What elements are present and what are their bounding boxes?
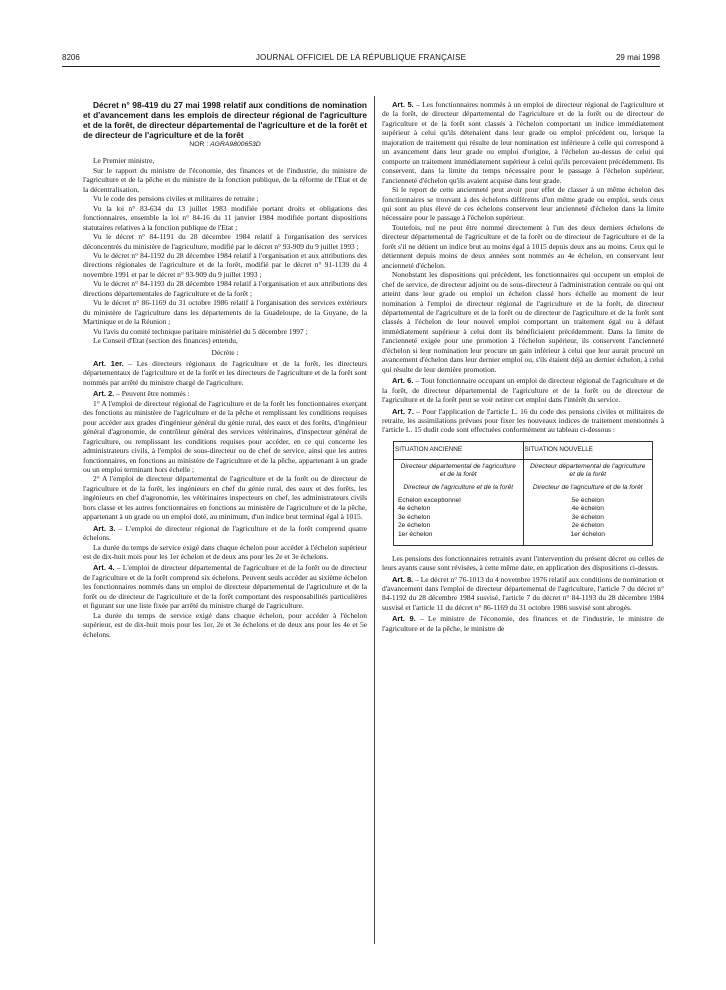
nor-label: NOR : <box>189 141 209 148</box>
article-7: Art. 7. – Pour l'application de l'article L. 16 du code des pensions civiles et militaires de retraite, les assimilations prévues pour fixer les nouveaux indices de traitement mentionnés à l'article L. 15 dudit code sont effectuées conformément au tableau ci-dessous : <box>382 406 664 435</box>
article-4-paragraph: La durée du temps de service exigé dans chaque échelon, pour accéder à l'échelon supérieur, est de dix-huit mois pour les 1er, 2e et 3e échelons et de deux ans pour les 4e et 5e échelons. <box>83 610 367 639</box>
article-label: Art. 1er. <box>93 358 124 368</box>
old-title: Directeur départemental de l'agriculture et de la forêt <box>400 462 516 479</box>
header-rule <box>62 66 660 67</box>
right-column <box>382 100 664 633</box>
new-title: Directeur départemental de l'agriculture et de la forêt <box>530 462 646 479</box>
article-2-item-1: 1° A l'emploi de directeur régional de l'agriculture et de la forêt les fonctionnaires exerçant des fonctions au ministère de l'agriculture et de la pêche et remplissant les conditions requises pour accéder aux grades d'ingénieur général du génie rural, des eaux et des forêts, d'ingénieur général d'agronomie, de contrôleur général des services vétérinaires, d'inspecteur général de l'agriculture, ou remplissant les conditions requises pour accéder, en ce qui concerne les administrateurs civils, à l'emploi de sous-directeur ou de chef de service, ainsi que les autres fonctionnaires, en fonctions au ministère de l'agriculture et de la pêche, appartenant à un grade ou un emploi terminant hors échelle ; <box>83 398 367 474</box>
article-label: Art. 3. <box>93 523 116 533</box>
visa-paragraph: Vu le décret n° 86-1169 du 31 octobre 1986 relatif à l'organisation des services extérieurs du ministère de l'agriculture dans les départements de la Guadeloupe, de la Guyane, de la Martinique et de la Réunion ; <box>83 298 367 327</box>
visa-paragraph: Vu le décret n° 84-1192 du 28 décembre 1984 relatif à l'organisation et aux attributions des directions régionales de l'agriculture et de la forêt, modifié par le décret n° 91-1139 du 4 novembre 1991 et par le décret n° 93-909 du 9 juillet 1993 ; <box>83 250 367 279</box>
article-8: Art. 8. – Le décret n° 76-1013 du 4 novembre 1976 relatif aux conditions de nomination et d'avancement dans l'emploi de directeur départemental de l'agriculture, l'article 7 du décret n° 84-1192 du 28 décembre 1984 susvisé, l'article 7 du décret n° 84-1193 du 28 décembre 1984 susvisé et l'article 11 du décret n° 86-1169 du 31 octobre 1986 susvisé sont abrogés. <box>382 574 664 612</box>
new-echelon: 2e échelon <box>571 522 604 530</box>
article-label: Art. 8. <box>392 574 414 584</box>
article-5: Art. 5. – Les fonctionnaires nommés à un emploi de directeur régional de l'agriculture et de la forêt, de directeur départemental de l'agriculture et de la forêt ou de directeur de l'agriculture et de la forêt sont classés à l'échelon comportant un indice immédiatement supérieur à celui qu'ils détenaient dans leur grade ou emploi précédent ou, lorsque la majoration de traitement qui résulte de leur nomination est inférieure à celle qui correspond à un avancement dans leur grade ou emploi d'origine, à l'échelon au-dessus de celui qui comporte un traitement immédiatement supérieur à celui qu'ils percevaient précédemment. Ils conservent, dans la limite du temps nécessaire pour le passage à l'échelon supérieur, l'ancienneté d'échelon qu'ils avaient acquise dans leur grade. <box>382 100 664 185</box>
article-3: Art. 3. – L'emploi de directeur régional de l'agriculture et de la forêt comprend quatre échelons. <box>83 523 367 543</box>
old-echelon: Echelon exceptionnel <box>398 496 461 504</box>
left-column <box>83 100 367 639</box>
decree-title: Décret n° 98-419 du 27 mai 1998 relatif aux conditions de nomination et d'avancement dans les emplois de directeur régional de l'agriculture et de la forêt, de directeur départemental de l'agriculture et de la forêt et de directeur de l'agriculture et de la forêt <box>83 100 367 140</box>
journal-title: JOURNAL OFFICIEL DE LA RÉPUBLIQUE FRANÇAISE <box>255 53 467 62</box>
article-label: Art. 2. <box>93 389 115 399</box>
nor-reference <box>83 140 367 149</box>
old-situation-cell <box>394 459 524 545</box>
new-echelon: 3e échelon <box>571 513 604 521</box>
article-3-paragraph: La durée du temps de service exigé dans chaque échelon pour accéder à l'échelon supérieur est de dix-huit mois pour les 1er échelon et de deux ans pour les 2e et 3e échelons. <box>83 542 367 562</box>
new-echelon: 1er échelon <box>570 531 605 539</box>
new-echelon: 5e échelon <box>571 496 604 504</box>
article-label: Art. 7. <box>392 406 414 416</box>
visa-paragraph: Sur le rapport du ministre de l'économie, des finances et de l'industrie, du ministre de l'agriculture et de la pêche et du ministre de la fonction publique, de la réforme de l'Etat et de la décentralisation, <box>83 165 367 194</box>
column-header: SITUATION ANCIENNE <box>394 441 524 459</box>
column-separator <box>374 96 375 944</box>
visa-paragraph: Vu le décret n° 84-1191 du 28 décembre 1984 relatif à l'organisation des services déconcentrés du ministère de l'agriculture, modifié par le décret n° 93-909 du 9 juillet 1993 ; <box>83 232 367 251</box>
visa-paragraph: Vu l'avis du comité technique paritaire ministériel du 5 décembre 1997 ; <box>93 326 308 336</box>
old-echelon: 4e échelon <box>398 505 431 513</box>
article-label: Art. 6. <box>392 376 414 386</box>
visa-paragraph: Vu le décret n° 84-1193 du 28 décembre 1984 relatif à l'organisation et aux attributions des directions départementales de l'agriculture et de la forêt ; <box>83 279 367 298</box>
article-1: Art. 1er. – Les directeurs régionaux de l'agriculture et de la forêt, les directeurs départementaux de l'agriculture et de la forêt et les directeurs de l'agriculture et de la forêt sont nommés par arrêté du ministre chargé de l'agriculture. <box>83 358 367 387</box>
article-5-paragraph: Nonobstant les dispositions qui précèdent, les fonctionnaires qui occupent un emploi de chef de service, de directeur adjoint ou de sous-directeur à l'administration centrale ou qui ont atteint dans leur grade ou emploi un échelon classé hors échelle au moment de leur nomination à l'emploi de directeur régional de l'agriculture et de la forêt, de directeur départemental de l'agriculture et de la forêt ou de directeur de l'agriculture et de la forêt sont classés à l'échelon de leur nouvel emploi comportant un traitement égal ou à défaut immédiatement supérieur à celui dont ils bénéficiaient précédemment. Dans la limite de l'ancienneté exigée pour une promotion à l'échelon supérieur, ils conservent l'ancienneté d'échelon si leur nomination leur procure un gain inférieur à celui que leur aurait procuré un avancement d'échelon dans leur dernier emploi ou, s'ils étaient déjà au dernier échelon, à celui qui résulte de leur dernière promotion. <box>382 270 664 374</box>
article-4: Art. 4. – L'emploi de directeur départemental de l'agriculture et de la forêt ou de directeur de l'agriculture et de la forêt comprend six échelons. Peuvent seuls accéder au sixième échelon les fonctionnaires nommés dans un emploi de directeur départemental de l'agriculture et de la forêt ou de directeur de l'agriculture et de la forêt comportant des responsabilités particulières et figurant sur une liste fixée par arrêté du ministre chargé de l'agriculture. <box>83 563 367 611</box>
visa-paragraph: Le Conseil d'Etat (section des finances) entendu, <box>93 336 238 346</box>
article-9: Art. 9. – Le ministre de l'économie, des finances et de l'industrie, le ministre de l'agriculture et de la pêche, le ministre de <box>382 614 664 633</box>
new-title: Directeur de l'agriculture et de la forêt <box>532 484 643 492</box>
decrete-heading: Décrète : <box>211 347 239 357</box>
article-5-paragraph: Si le report de cette ancienneté peut avoir pour effet de classer à un même échelon des fonctionnaires se trouvant à des échelons différents d'un même grade ou emploi, seuls ceux qui sont au plus élevé de ces échelons conservent leur ancienneté d'échelon dans la limite nécessaire pour le passage à l'échelon supérieur. <box>382 185 664 223</box>
new-situation-cell <box>523 459 653 545</box>
assimilation-table <box>393 441 653 546</box>
old-title: Directeur de l'agriculture et de la forêt <box>403 484 514 492</box>
old-echelon: 3e échelon <box>398 513 431 521</box>
nor-code: AGRA9800653D <box>210 141 261 148</box>
article-label: Art. 5. <box>392 100 414 109</box>
old-echelon: 1er échelon <box>398 531 433 539</box>
visa-paragraph: Vu le code des pensions civiles et militaires de retraite ; <box>93 194 259 204</box>
article-6: Art. 6. – Tout fonctionnaire occupant un emploi de directeur régional de l'agriculture et de la forêt, de directeur départemental de l'agriculture et de la forêt ou de directeur de l'agriculture et de la forêt peut se voir retirer cet emploi dans l'intérêt du service. <box>382 376 664 405</box>
article-2: Art. 2. – Peuvent être nommés : <box>93 389 190 399</box>
page-number: 8206 <box>62 53 80 62</box>
after-table-paragraph: Les pensions des fonctionnaires retraités avant l'intervention du présent décret ou celles de leurs ayants cause sont révisées, à cette même date, en application des dispositions ci-dessus. <box>382 553 664 573</box>
article-label: Art. 9. <box>392 614 416 624</box>
issue-date: 29 mai 1998 <box>615 53 660 62</box>
new-echelon: 4e échelon <box>571 505 604 513</box>
column-header: SITUATION NOUVELLE <box>523 441 653 459</box>
article-2-item-2: 2° A l'emploi de directeur départemental de l'agriculture et de la forêt ou de directeur de l'agriculture et de la forêt, les ingénieurs en chef du génie rural, des eaux et des forêts, les ingénieurs en chef d'agronomie, les vétérinaires inspecteurs en chef, les administrateurs civils hors classe et les autres fonctionnaires en fonctions au ministère de l'agriculture et de la pêche, appartenant à un grade ou un emploi doté, au minimum, d'un indice brut terminal égal à 1015. <box>83 474 367 522</box>
old-echelon: 2e échelon <box>398 522 431 530</box>
visa-paragraph: Le Premier ministre, <box>93 156 155 166</box>
article-label: Art. 4. <box>93 563 115 573</box>
visa-paragraph: Vu la loi n° 83-634 du 13 juillet 1983 modifiée portant droits et obligations des fonctionnaires, ensemble la loi n° 84-16 du 11 janvier 1984 modifiée portant dispositions statutaires relatives à la fonction publique de l'Etat ; <box>83 203 367 232</box>
article-5-paragraph: Toutefois, nul ne peut être nommé directement à l'un des deux derniers échelons de directeur départemental de l'agriculture et de la forêt ou de directeur de l'agriculture et de la forêt s'il ne détient un indice brut au moins égal à 1015 depuis deux ans au moins. Ceux qui le détiennent depuis moins de deux années sont nommés au 4e échelon, en conservant leur ancienneté d'échelon. <box>382 222 664 270</box>
